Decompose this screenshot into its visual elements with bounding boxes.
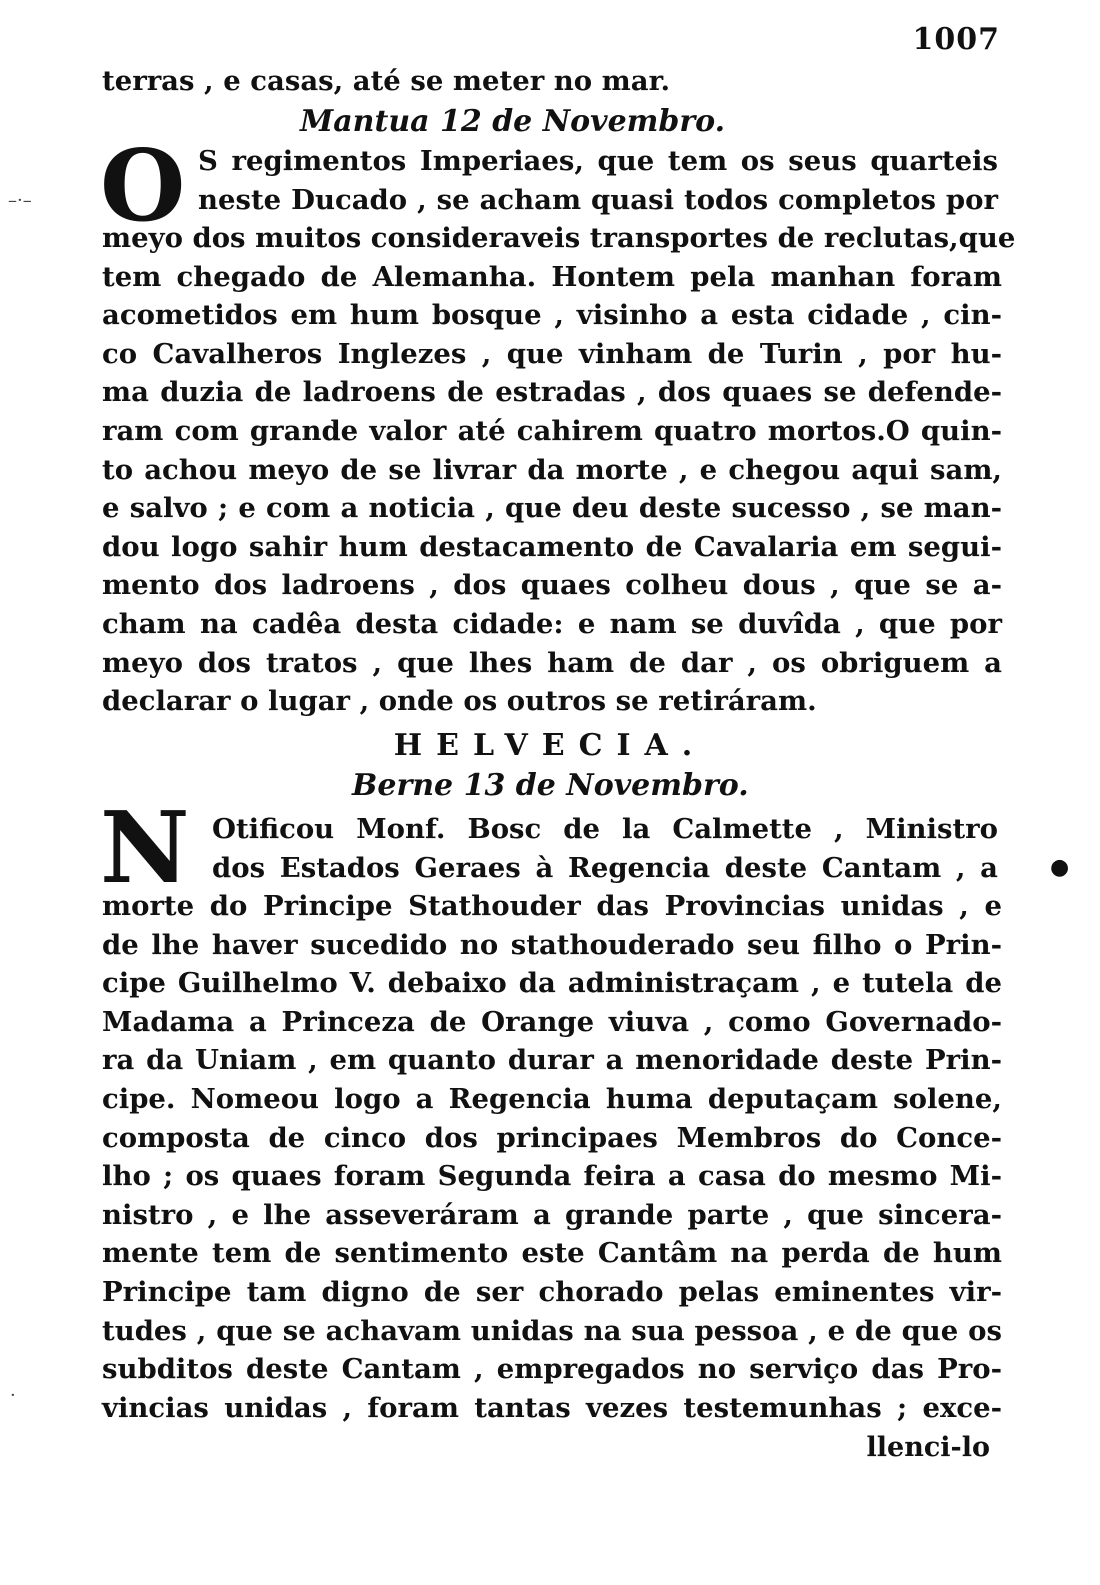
- text-line: nistro , e lhe asseveráram a grande parte , que sincera-: [102, 1198, 1002, 1231]
- text-line: de lhe haver sucedido no stathouderado seu filho o Prin-: [102, 928, 1002, 961]
- margin-mark: ·: [10, 1385, 16, 1406]
- text-line: composta de cinco dos principaes Membros do Conce-: [102, 1121, 1002, 1154]
- text-line: ra da Uniam , em quanto durar a menoridade deste Prin-: [102, 1044, 1002, 1077]
- text-line: ram com grande valor até cahirem quatro mortos.O quin-: [102, 414, 1002, 447]
- margin-mark: ●: [1050, 855, 1070, 880]
- catchword: llenci-lo: [866, 1432, 990, 1463]
- margin-mark: –·–: [8, 190, 32, 211]
- text-line: to achou meyo de se livrar da morte , e chegou aqui sam,: [102, 453, 1002, 486]
- text-line: meyo dos tratos , que lhes ham de dar , os obriguem a: [102, 646, 1002, 679]
- text-line: tudes , que se achavam unidas na sua pessoa , e de que os: [102, 1314, 1002, 1347]
- continuation-line: [102, 62, 1002, 101]
- section2-indented: [212, 810, 998, 887]
- text-line: cham na cadêa desta cidade: e nam se duvîda , que por: [102, 607, 1002, 640]
- text-line: morte do Principe Stathouder das Provincias unidas , e: [102, 890, 1002, 922]
- text-line: Principe tam digno de ser chorado pelas eminentes vir-: [102, 1275, 1002, 1308]
- dropcap-o: O: [100, 129, 186, 244]
- text-line: neste Ducado , se acham quasi todos completos por: [198, 183, 998, 216]
- text-line: vincias unidas , foram tantas vezes testemunhas ; exce-: [102, 1391, 1002, 1424]
- text-line: S regimentos Imperiaes, que tem os seus quarteis: [198, 145, 998, 177]
- text-line: cipe Guilhelmo V. debaixo da administraçam , e tutela de: [102, 967, 1002, 1000]
- section1-body: [102, 219, 1016, 721]
- text-line: acometidos em hum bosque , visinho a esta cidade , cin-: [102, 299, 1002, 332]
- text-line: meyo dos muitos consideraveis transportes de reclutas,que: [102, 222, 1016, 254]
- text-line: terras , e casas, até se meter no mar.: [102, 65, 671, 97]
- dateline-mantua: Mantua 12 de Novembro.: [300, 104, 726, 139]
- text-line: declarar o lugar , onde os outros se retiráram.: [102, 685, 817, 718]
- section1-indented: [198, 142, 998, 219]
- text-line: ma duzia de ladroens de estradas , dos quaes se defende-: [102, 376, 1002, 409]
- section2-body: [102, 887, 1002, 1427]
- text-line: lho ; os quaes foram Segunda feira a casa do mesmo Mi-: [102, 1160, 1002, 1193]
- text-line: Madama a Princeza de Orange viuva , como Governado-: [102, 1005, 1002, 1038]
- text-line: mento dos ladroens , dos quaes colheu dous , que se a-: [102, 569, 1002, 602]
- text-line: tem chegado de Alemanha. Hontem pela manhan foram: [102, 260, 1002, 293]
- text-line: cipe. Nomeou logo a Regencia huma deputaçam solene,: [102, 1082, 1002, 1115]
- text-line: dos Estados Geraes à Regencia deste Cantam , a: [212, 851, 998, 884]
- text-line: Otificou Monf. Bosc de la Calmette , Ministro: [212, 813, 998, 845]
- text-line: dou logo sahir hum destacamento de Cavalaria em segui-: [102, 530, 1002, 563]
- page-number: 1007: [912, 22, 1000, 57]
- dropcap-n: N: [100, 791, 190, 906]
- dateline-berne: Berne 13 de Novembro.: [352, 768, 749, 803]
- text-line: e salvo ; e com a noticia , que deu deste sucesso , se man-: [102, 492, 1002, 525]
- text-line: subditos deste Cantam , empregados no serviço das Pro-: [102, 1353, 1002, 1386]
- section-heading-helvecia: HELVECIA.: [393, 728, 707, 763]
- text-line: co Cavalheros Inglezes , que vinham de Turin , por hu-: [102, 337, 1002, 370]
- text-line: mente tem de sentimento este Cantâm na perda de hum: [102, 1237, 1002, 1270]
